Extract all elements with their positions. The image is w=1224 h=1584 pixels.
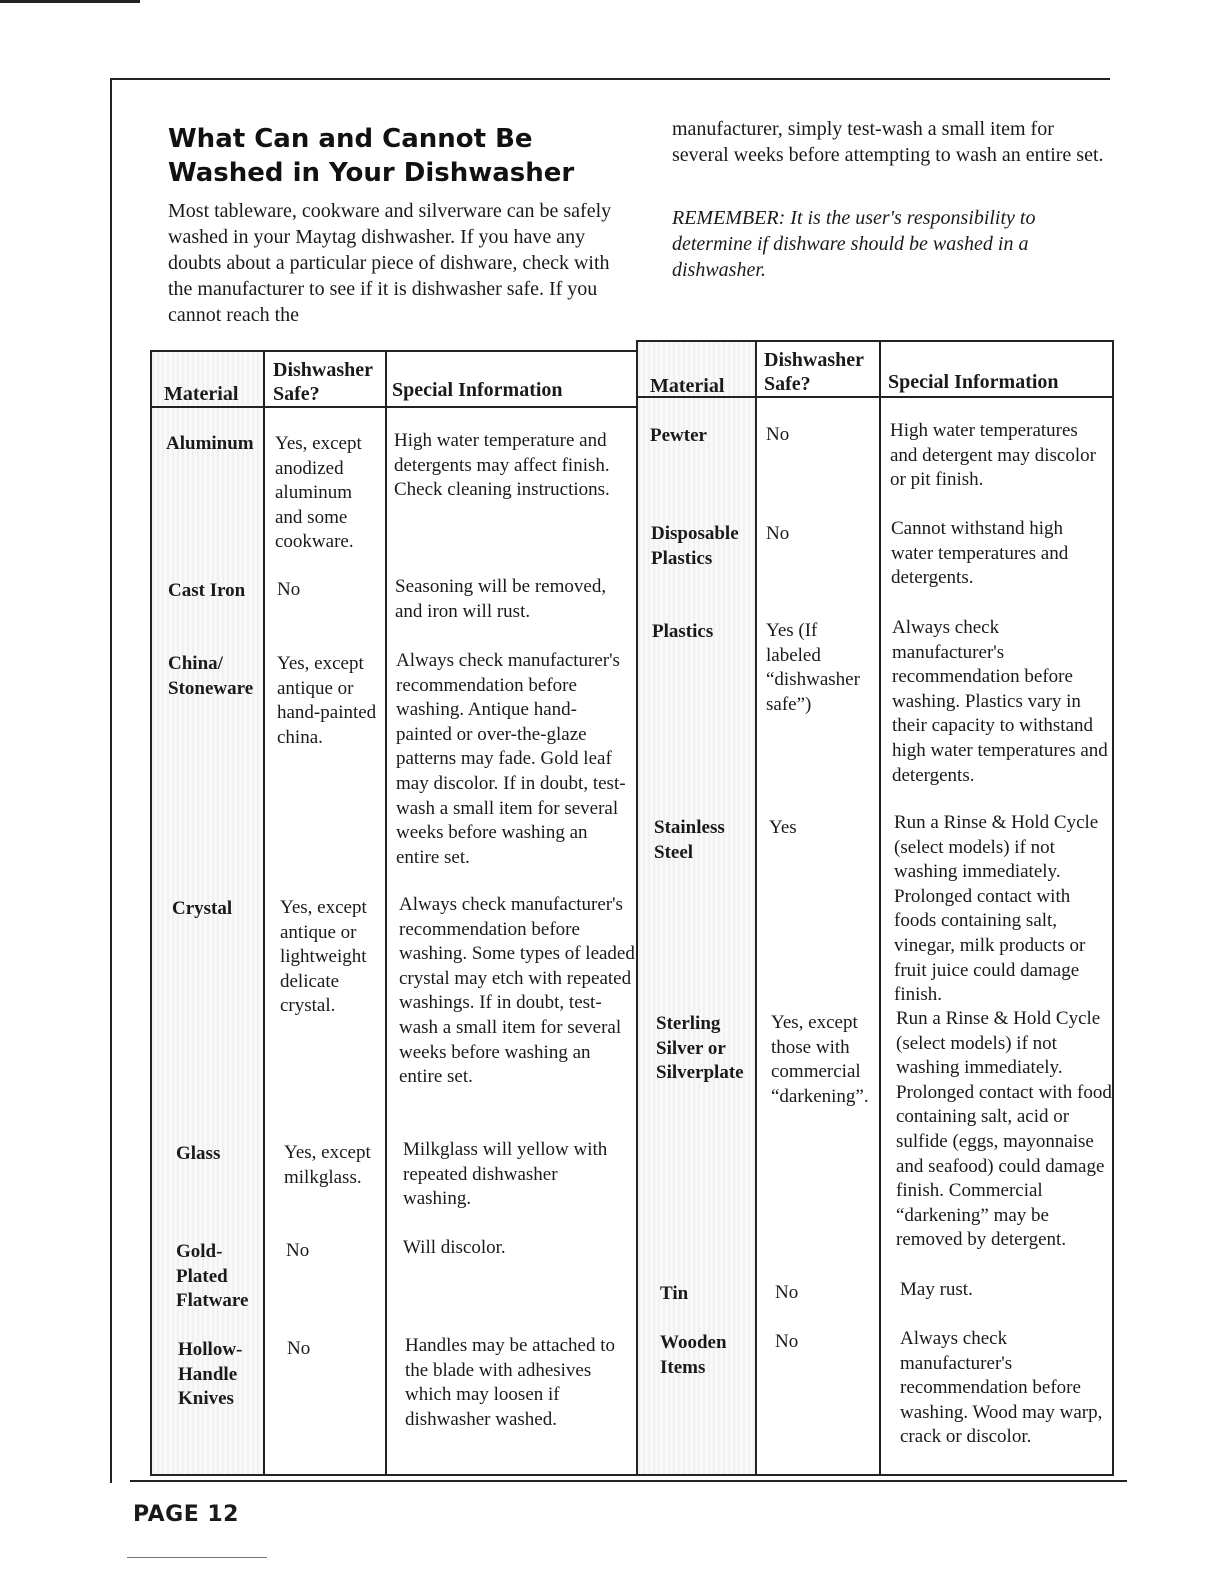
- safe-crystal: Yes, except antique or lightweight delicate crystal.: [280, 897, 367, 1017]
- header-material: Material: [650, 375, 725, 397]
- info-pewter: High water temperatures and detergent may discolor or pit finish.: [890, 420, 1096, 491]
- material-hollow-handle-knives: Hollow-Handle Knives: [178, 1339, 243, 1410]
- frame-left-rule: [110, 78, 112, 1483]
- info-plastics: Always check manufacturer's recommendation before washing. Plastics vary in their capacity to withstand high water temperatures and detergents.: [892, 617, 1108, 786]
- footer-rule: [127, 1557, 267, 1558]
- heading-line-2: Washed in Your Dishwasher: [168, 158, 575, 188]
- column-divider: [879, 342, 881, 1474]
- material-cast-iron: Cast Iron: [168, 580, 246, 601]
- header-special-information: Special Information: [392, 379, 563, 401]
- info-sterling-silver: Run a Rinse & Hold Cycle (select models) if not washing immediately. Prolonged contact with food containing salt, acid or sulfide (eggs, mayonnaise and seafood) could damage finish. Commercial “darkening” may be removed by detergent.: [896, 1008, 1112, 1251]
- material-china-stoneware: China/ Stoneware: [168, 653, 254, 699]
- header-dishwasher-safe: Dishwasher Safe?: [273, 359, 373, 405]
- heading-line-1: What Can and Cannot Be: [168, 124, 533, 154]
- safe-wooden-items: No: [775, 1331, 799, 1352]
- header-material: Material: [164, 383, 239, 405]
- page-number: PAGE 12: [133, 1502, 239, 1527]
- safe-sterling-silver: Yes, except those with commercial “darkening”.: [771, 1012, 869, 1107]
- safe-plastics: Yes (If labeled “dishwasher safe”): [766, 620, 860, 715]
- intro-paragraph-continued: manufacturer, simply test-wash a small item for several weeks before attempting to wash an entire set.: [672, 118, 1104, 166]
- safe-cast-iron: No: [277, 579, 301, 600]
- top-left-rule: [0, 0, 140, 3]
- info-crystal: Always check manufacturer's recommendation before washing. Some types of leaded crystal may etch with repeated washings. If in doubt, test-wash a small item for several weeks before washing an entire set.: [399, 894, 635, 1088]
- safe-china-stoneware: Yes, except antique or hand-painted china.: [277, 653, 377, 748]
- safe-disposable-plastics: No: [766, 523, 790, 544]
- safe-gold-plated-flatware: No: [286, 1240, 310, 1261]
- page-heading: [168, 122, 638, 190]
- frame-bottom-rule: [130, 1480, 1127, 1482]
- frame-top-rule: [111, 78, 1110, 80]
- left-materials-table: [150, 350, 638, 1476]
- material-stainless-steel: Stainless Steel: [654, 817, 725, 863]
- safe-glass: Yes, except milkglass.: [284, 1142, 371, 1188]
- material-gold-plated-flatware: Gold-Plated Flatware: [176, 1241, 249, 1312]
- material-wooden-items: Wooden Items: [660, 1332, 727, 1378]
- info-stainless-steel: Run a Rinse & Hold Cycle (select models) if not washing immediately. Prolonged contact with foods containing salt, vinegar, milk products or fruit juice could damage finish.: [894, 812, 1099, 1006]
- info-aluminum: High water temperature and detergents may affect finish. Check cleaning instructions.: [394, 430, 610, 501]
- material-sterling-silver: Sterling Silver or Silverplate: [656, 1013, 744, 1084]
- header-special-information: Special Information: [888, 371, 1059, 393]
- material-crystal: Crystal: [172, 898, 233, 919]
- info-tin: May rust.: [900, 1279, 973, 1300]
- info-wooden-items: Always check manufacturer's recommendation before washing. Wood may warp, crack or discolor.: [900, 1328, 1103, 1448]
- info-cast-iron: Seasoning will be removed, and iron will rust.: [395, 576, 607, 622]
- intro-paragraph: Most tableware, cookware and silverware can be safely washed in your Maytag dishwasher. If you have any doubts about a particular piece of dishware, check with the manufacturer to see if it is dishwasher safe. If you cannot reach the: [168, 200, 612, 326]
- column-divider: [755, 342, 757, 1474]
- column-divider: [263, 352, 265, 1474]
- safe-hollow-handle-knives: No: [287, 1338, 311, 1359]
- header-dishwasher-safe: Dishwasher Safe?: [764, 349, 864, 395]
- info-china-stoneware: Always check manufacturer's recommendation before washing. Antique hand-painted or over-the-glaze patterns may fade. Gold leaf may discolor. If in doubt, test-wash a small item for several weeks before washing an entire set.: [396, 650, 626, 868]
- info-hollow-handle-knives: Handles may be attached to the blade with adhesives which may loosen if dishwasher washed.: [405, 1335, 615, 1430]
- safe-stainless-steel: Yes: [769, 817, 797, 838]
- safe-aluminum: Yes, except anodized aluminum and some cookware.: [275, 433, 362, 553]
- info-disposable-plastics: Cannot withstand high water temperatures and detergents.: [891, 518, 1069, 589]
- safe-tin: No: [775, 1282, 799, 1303]
- material-tin: Tin: [660, 1283, 689, 1304]
- info-gold-plated-flatware: Will discolor.: [403, 1237, 506, 1258]
- right-materials-table: [636, 340, 1114, 1476]
- column-divider: [385, 352, 387, 1474]
- safe-pewter: No: [766, 424, 790, 445]
- material-aluminum: Aluminum: [166, 433, 254, 454]
- material-disposable-plastics: Disposable Plastics: [651, 523, 739, 569]
- material-plastics: Plastics: [652, 621, 714, 642]
- info-glass: Milkglass will yellow with repeated dishwasher washing.: [403, 1139, 608, 1210]
- material-glass: Glass: [176, 1143, 221, 1164]
- remember-note: REMEMBER: It is the user's responsibility to determine if dishware should be washed in a dishwasher.: [672, 207, 1036, 281]
- material-pewter: Pewter: [650, 425, 707, 446]
